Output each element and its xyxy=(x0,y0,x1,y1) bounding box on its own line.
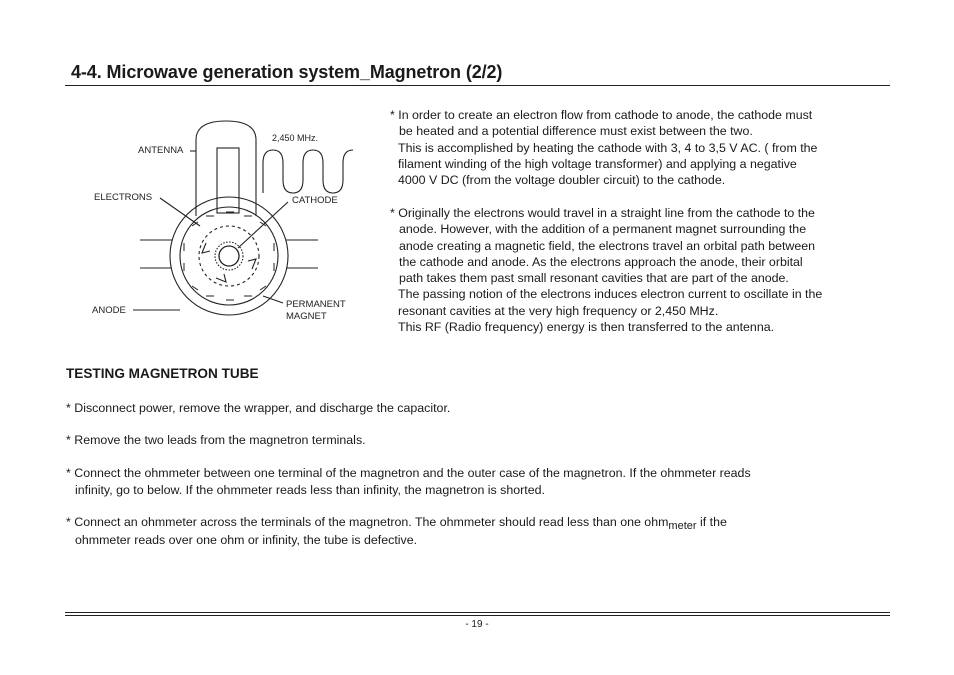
testing-step-3 xyxy=(66,465,751,498)
testing-step-1 xyxy=(66,400,450,417)
text-segment: if the xyxy=(700,515,727,529)
antenna-label: ANTENNA xyxy=(138,145,184,156)
text-line: * Connect the ohmmeter between one terminal of the magnetron and the outer case of the magnetron. If the ohmmeter reads xyxy=(66,466,751,480)
frequency-label: 2,450 MHz. xyxy=(272,133,319,143)
text-line: anode creating a magnetic field, the electrons travel an orbital path between xyxy=(399,238,816,253)
text-line: * Disconnect power, remove the wrapper, and discharge the capacitor. xyxy=(66,401,451,415)
text-segment: * Connect an ohmmeter across the terminals of the magnetron. The ohmmeter should read less than one ohm xyxy=(66,515,669,529)
text-line: resonant cavities at the very high frequency or 2,450 MHz. xyxy=(398,303,719,318)
page-number: - 19 - xyxy=(465,619,489,630)
testing-step-2 xyxy=(66,432,366,449)
text-line: * In order to create an electron flow from cathode to anode, the cathode must xyxy=(390,108,813,122)
section-heading: TESTING MAGNETRON TUBE xyxy=(66,366,259,381)
magnet-label-line1: PERMANENT xyxy=(286,299,346,310)
text-line: The passing notion of the electrons induces electron current to oscillate in the xyxy=(398,287,823,302)
text-line xyxy=(66,514,727,532)
footer-rule xyxy=(65,615,890,616)
text-line: the cathode and anode. As the electrons approach the anode, their orbital xyxy=(399,254,803,269)
explanation-paragraph-2 xyxy=(390,205,822,335)
text-line: * Originally the electrons would travel in a straight line from the cathode to the xyxy=(390,206,815,220)
page-title: 4-4. Microwave generation system_Magnetron (2/2) xyxy=(71,62,503,82)
text-line: infinity, go to below. If the ohmmeter reads less than infinity, the magnetron is shorted. xyxy=(75,482,545,497)
text-line: This RF (Radio frequency) energy is then transferred to the antenna. xyxy=(398,320,775,335)
anode-label: ANODE xyxy=(92,305,126,316)
magnetron-drawing xyxy=(88,118,368,328)
footer-rule xyxy=(65,612,890,613)
testing-step-4 xyxy=(66,514,727,548)
text-line: path takes them past small resonant cavities that are part of the anode. xyxy=(399,271,789,286)
text-line: be heated and a potential difference must exist between the two. xyxy=(399,124,753,139)
text-line: 4000 V DC (from the voltage doubler circuit) to the cathode. xyxy=(398,173,726,188)
electrons-label: ELECTRONS xyxy=(94,192,153,203)
magnet-label-line2: MAGNET xyxy=(286,311,327,322)
text-line: ohmmeter reads over one ohm or infinity, the tube is defective. xyxy=(75,532,418,547)
magnetron-diagram xyxy=(88,118,368,328)
explanation-paragraph-1 xyxy=(390,107,817,188)
text-line: filament winding of the high voltage transformer) and applying a negative xyxy=(398,156,797,171)
title-underline xyxy=(65,85,890,86)
text-line: This is accomplished by heating the cathode with 3, 4 to 3,5 V AC. ( from the xyxy=(398,140,818,155)
text-line: anode. However, with the addition of a permanent magnet surrounding the xyxy=(399,222,807,237)
cathode-label: CATHODE xyxy=(292,195,338,206)
text-segment: meter xyxy=(668,520,697,532)
text-line: * Remove the two leads from the magnetron terminals. xyxy=(66,433,366,447)
